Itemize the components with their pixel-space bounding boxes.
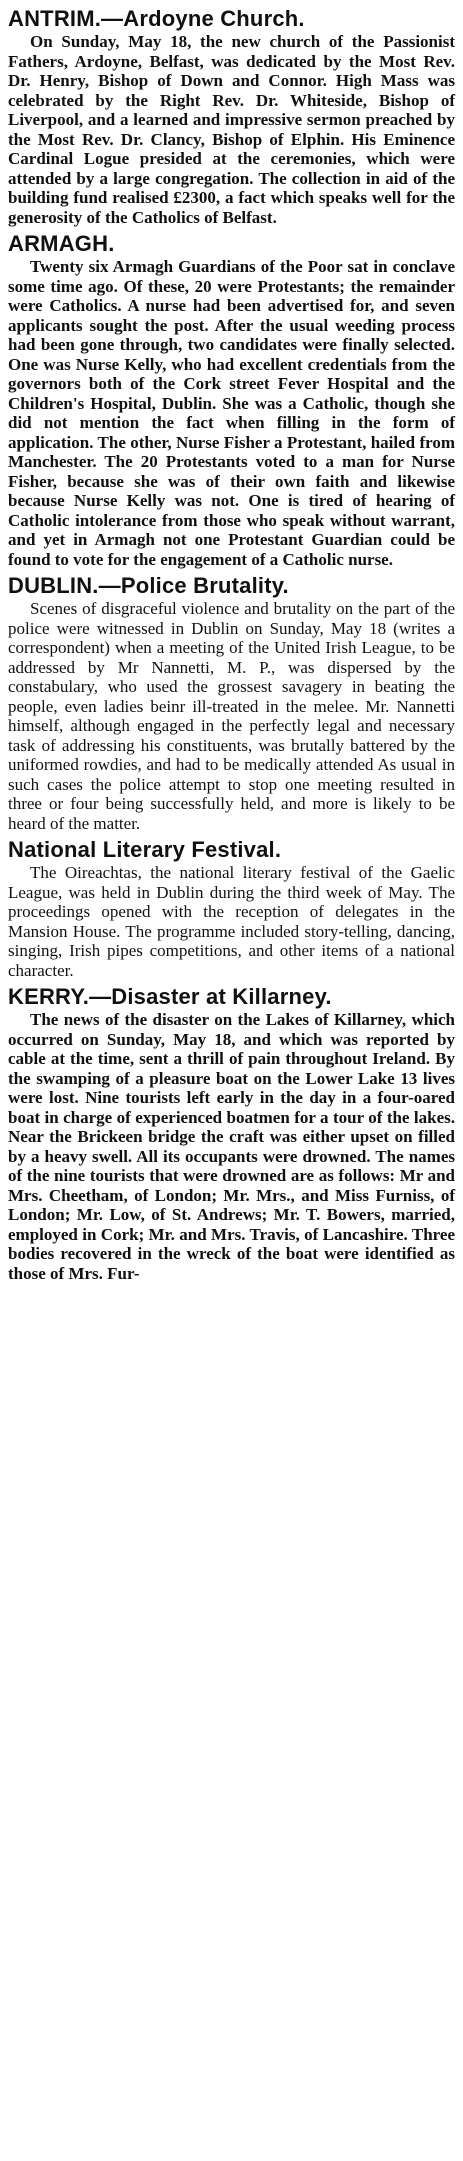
article-body: The news of the disaster on the Lakes of Killarney, which occurred on Sunday, May 18, and which was reported by cable at the time, sent a thrill of pain throughout Ireland. By the swamping of a pleasure boat on the Lower Lake 13 lives were lost. Nine tourists left early in the day in a four-oared boat in charge of experienced boatmen for a tour of the lakes. Near the Brickeen bridge the craft was either upset on filled by a heavy swell. All its occupants were drowned. The names of the nine tourists that were drowned are as follows: Mr and Mrs. Cheetham, of London; Mr. Mrs., and Miss Furniss, of London; Mr. Low, of St. Andrews; Mr. T. Bowers, married, employed in Cork; Mr. and Mrs. Travis, of Lancashire. Three bodies recovered in the wreck of the boat were identified as those of Mrs. Fur- [8, 1010, 455, 1283]
article-body: Twenty six Armagh Guardians of the Poor sat in conclave some time ago. Of these, 20 were Protestants; the remainder were Catholics. A nurse had been advertised for, and seven applicants sought the post. After the usual weeding process had been gone through, two candidates were finally selected. One was Nurse Kelly, who had excellent credentials from the governors both of the Cork street Fever Hospital and the Children's Hospital, Dublin. She was a Catholic, though she did not mention the fact when filling in the form of application. The other, Nurse Fisher a Protestant, hailed from Manchester. The 20 Protestants voted to a man for Nurse Fisher, because she was of their own faith and likewise because Nurse Kelly was not. One is tired of hearing of Catholic intolerance from those who speak without warrant, and yet in Armagh not one Protestant Guardian could be found to vote for the engagement of a Catholic nurse. [8, 257, 455, 569]
article-heading: KERRY.—Disaster at Killarney. [8, 984, 332, 1009]
article-body: The Oireachtas, the national literary festival of the Gaelic League, was held in Dublin during the third week of May. The proceedings opened with the reception of delegates in the Mansion House. The programme included story-telling, dancing, singing, Irish pipes competitions, and other items of a national character. [8, 863, 455, 980]
article-heading: DUBLIN.—Police Brutality. [8, 573, 289, 598]
article-body: On Sunday, May 18, the new church of the Passionist Fathers, Ardoyne, Belfast, was dedicated by the Most Rev. Dr. Henry, Bishop of Down and Connor. High Mass was celebrated by the Right Rev. Dr. Whiteside, Bishop of Liverpool, and a learned and impressive sermon preached by the Most Rev. Dr. Clancy, Bishop of Elphin. His Eminence Cardinal Logue presided at the ceremonies, which were attended by a large congregation. The collection in aid of the building fund realised £2300, a fact which speaks well for the generosity of the Catholics of Belfast. [8, 32, 455, 227]
article-literary-festival [8, 837, 455, 980]
article-antrim [8, 6, 455, 227]
article-kerry [8, 984, 455, 1283]
article-heading: ARMAGH. [8, 231, 115, 256]
article-body: Scenes of disgraceful violence and brutality on the part of the police were witnessed in Dublin on Sunday, May 18 (writes a correspondent) when a meeting of the United Irish League, to be addressed by Mr Nannetti, M. P., was dispersed by the constabulary, who used the grossest savagery in beating the people, even ladies beinr ill-treated in the melee. Mr. Nannetti himself, although engaged in the perfectly legal and necessary task of addressing his constituents, was brutally battered by the uniformed rowdies, and had to be medically attended As usual in such cases the police attempt to stop one meeting resulted in three or four being successfully held, and more is likely to be heard of the matter. [8, 599, 455, 833]
article-dublin [8, 573, 455, 833]
article-heading: ANTRIM.—Ardoyne Church. [8, 6, 305, 31]
article-heading: National Literary Festival. [8, 837, 282, 862]
article-armagh [8, 231, 455, 569]
